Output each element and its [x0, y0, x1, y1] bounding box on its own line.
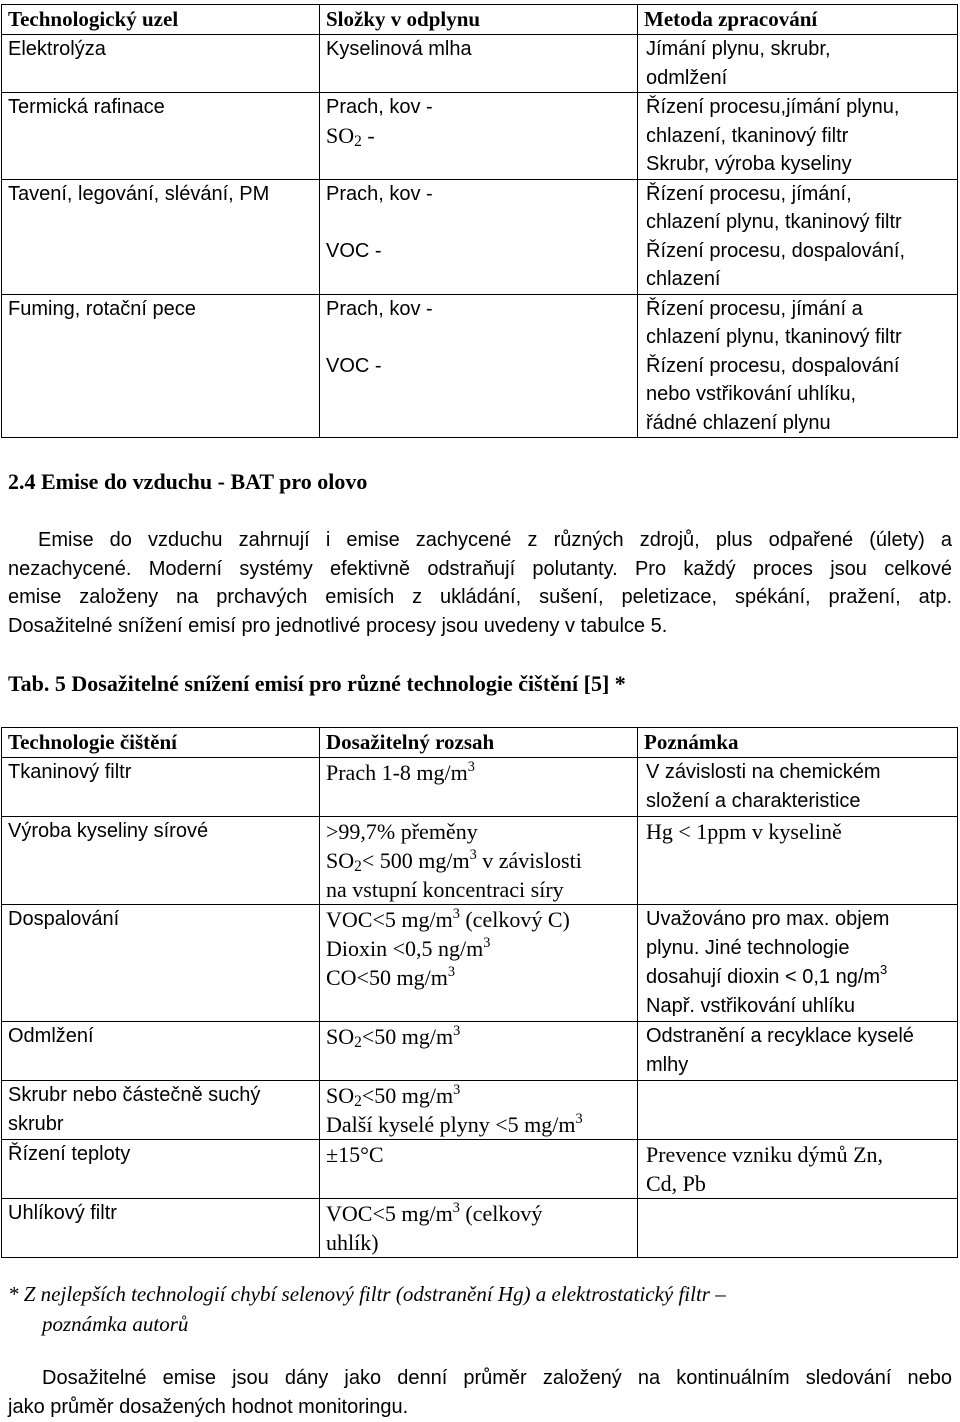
range-text: VOC<5 mg/m [326, 907, 453, 932]
table-header-row [2, 728, 958, 758]
so-text: SO [326, 1024, 355, 1049]
cell-note [638, 905, 958, 1022]
table-caption: Tab. 5 Dosažitelné snížení emisí pro různé technologie čištění [5] * [8, 671, 626, 696]
paragraph-line: Emise do vzduchu zahrnují i emise zachycené z různých zdrojů, plus odpařené (úlety) a [38, 529, 952, 551]
range-text: v závislosti [476, 848, 582, 873]
cell-components [320, 35, 638, 93]
range-text: <50 mg/m [361, 1024, 454, 1049]
footnote-line: * Z nejlepších technologií chybí selenový filtr (odstranění Hg) a elektrostatický filtr – [8, 1282, 726, 1306]
superscript: 3 [880, 962, 888, 977]
note-line: Odstranění a recyklace kyselé [646, 1025, 914, 1047]
superscript: 3 [453, 1082, 461, 1098]
note-line: Uvažováno pro max. objem [646, 908, 890, 930]
cell-components [320, 93, 638, 180]
table-row [2, 817, 958, 905]
closing-paragraph [8, 1364, 952, 1421]
range-line [326, 963, 631, 992]
cell-range [320, 905, 638, 1022]
table-row [2, 1022, 958, 1081]
column-header-range: Dosažitelný rozsah [320, 728, 638, 758]
cell-range [320, 817, 638, 905]
paragraph-line: Dosažitelné emise jsou dány jako denní průměr založený na kontinuálním sledování nebo [42, 1367, 952, 1389]
range-line [326, 1199, 631, 1228]
section-heading: 2.4 Emise do vzduchu - BAT pro olovo [8, 469, 368, 494]
cell-method [638, 179, 958, 294]
tech-line: Skrubr nebo částečně suchý [8, 1084, 261, 1106]
note-line: Prevence vzniku dýmů Zn, [646, 1142, 884, 1167]
table-row [2, 1199, 958, 1258]
range-text: (celkový C) [459, 907, 570, 932]
method-line: chlazení, tkaninový filtr [646, 124, 849, 147]
note-line: Např. vstřikování uhlíku [646, 995, 855, 1017]
method-line: Řízení procesu, jímání a [646, 297, 863, 320]
subscript: 2 [354, 858, 362, 875]
subscript: 2 [354, 1034, 362, 1051]
cell-method [638, 35, 958, 93]
paragraph-line: jako průměr dosažených hodnot monitoringu. [8, 1395, 409, 1418]
emission-reduction-table [1, 727, 958, 1258]
range-text: Další kyselé plyny <5 mg/m [326, 1112, 576, 1137]
cell-note [638, 1081, 958, 1140]
note-line: mlhy [646, 1054, 689, 1076]
cell-node: Fuming, rotační pece [2, 294, 320, 438]
column-header-method: Metoda zpracování [638, 5, 958, 35]
table-row [2, 93, 958, 180]
component-so2 [326, 122, 631, 151]
component-text: Kyselinová mlha [326, 38, 472, 60]
cell-technology [2, 1081, 320, 1140]
method-line: Řízení procesu, jímání, [646, 182, 852, 205]
range-line: na vstupní koncentraci síry [326, 877, 564, 902]
table-row [2, 179, 958, 294]
method-line: chlazení plynu, tkaninový filtr [646, 211, 902, 233]
subscript: 2 [354, 132, 362, 150]
component-text: Prach, kov - [326, 96, 433, 118]
cell-node: Tavení, legování, slévání, PM [2, 179, 320, 294]
dash-text: - [361, 122, 375, 148]
range-line [326, 934, 631, 963]
cell-note [638, 1022, 958, 1081]
range-line [326, 846, 631, 875]
method-line: chlazení plynu, tkaninový filtr [646, 326, 902, 348]
method-line: Řízení procesu,jímání plynu, [646, 96, 900, 118]
range-text: VOC<5 mg/m [326, 1201, 453, 1226]
table-footnote [8, 1279, 726, 1339]
method-line: Řízení procesu, dospalování [646, 354, 900, 377]
range-text: CO<50 mg/m [326, 965, 448, 990]
cell-technology: Dospalování [2, 905, 320, 1022]
cell-note: Hg < 1ppm v kyselině [638, 817, 958, 905]
section-paragraph [8, 526, 952, 641]
paragraph-line: Dosažitelné snížení emisí pro jednotlivé procesy jsou uvedeny v tabulce 5. [8, 615, 668, 638]
paragraph-line: emise založeny na prchavých emisích z ukládání, sušení, peletizace, spékání, pražení, atp. [8, 586, 952, 609]
range-text: < 500 mg/m [361, 848, 470, 873]
superscript: 3 [575, 1111, 583, 1127]
note-line: V závislosti na chemickém [646, 761, 881, 783]
method-line: chlazení [646, 268, 721, 290]
range-line: uhlík) [326, 1230, 379, 1255]
range-line [326, 905, 631, 934]
subscript: 2 [354, 1093, 362, 1110]
note-line [646, 963, 951, 992]
column-header-node: Technologický uzel [2, 5, 320, 35]
superscript: 3 [467, 759, 475, 775]
table-row [2, 1140, 958, 1199]
table-row [2, 758, 958, 817]
superscript: 3 [447, 964, 455, 980]
cell-range [320, 758, 638, 817]
cell-technology: Odmlžení [2, 1022, 320, 1081]
cell-range [320, 1022, 638, 1081]
cell-note [638, 758, 958, 817]
cell-components [320, 179, 638, 294]
cell-note [638, 1199, 958, 1258]
tech-line: skrubr [8, 1113, 64, 1135]
cell-technology: Uhlíkový filtr [2, 1199, 320, 1258]
cell-technology: Tkaninový filtr [2, 758, 320, 817]
method-line: odmlžení [646, 66, 728, 89]
superscript: 3 [452, 1200, 460, 1216]
superscript: 3 [453, 1023, 461, 1039]
method-line: Jímání plynu, skrubr, [646, 38, 831, 60]
component-text: VOC - [326, 239, 382, 262]
table-row [2, 905, 958, 1022]
note-line: plynu. Jiné technologie [646, 937, 850, 959]
footnote-line: poznámka autorů [42, 1312, 189, 1336]
table-row [2, 35, 958, 93]
paragraph-line: nezachycené. Moderní systémy efektivně odstraňují polutanty. Pro každý proces jsou celkové [8, 557, 952, 580]
superscript: 3 [452, 906, 460, 922]
range-text: <50 mg/m [361, 1083, 454, 1108]
method-line: Skrubr, výroba kyseliny [646, 153, 852, 175]
cell-technology: Výroba kyseliny sírové [2, 817, 320, 905]
method-line: nebo vstřikování uhlíku, [646, 383, 857, 405]
range-line: >99,7% přeměny [326, 819, 478, 844]
range-text: Dioxin <0,5 ng/m [326, 936, 484, 961]
superscript: 3 [469, 847, 477, 863]
note-line: složení a charakteristice [646, 790, 861, 812]
note-text: dosahují dioxin < 0,1 ng/m [646, 966, 881, 988]
column-header-components: Složky v odplynu [320, 5, 638, 35]
cell-technology: Řízení teploty [2, 1140, 320, 1199]
range-line [326, 1110, 631, 1139]
range-text: Prach 1-8 mg/m [326, 760, 468, 785]
so-text: SO [326, 1083, 355, 1108]
table-header-row [2, 5, 958, 35]
component-text: VOC - [326, 354, 382, 377]
range-text: (celkový [459, 1201, 543, 1226]
superscript: 3 [483, 935, 491, 951]
component-text: Prach, kov - [326, 297, 433, 320]
note-line: Cd, Pb [646, 1171, 706, 1196]
cell-node: Termická rafinace [2, 93, 320, 180]
so-text: SO [326, 122, 355, 148]
cell-method [638, 93, 958, 180]
method-line: řádné chlazení plynu [646, 411, 831, 434]
cell-node: Elektrolýza [2, 35, 320, 93]
process-table [1, 4, 958, 438]
cell-range [320, 1081, 638, 1140]
range-line [326, 1081, 631, 1110]
cell-method [638, 294, 958, 438]
cell-components [320, 294, 638, 438]
table-row [2, 294, 958, 438]
column-header-note: Poznámka [638, 728, 958, 758]
cell-range: ±15°C [320, 1140, 638, 1199]
so-text: SO [326, 848, 355, 873]
table-row [2, 1081, 958, 1140]
component-text: Prach, kov - [326, 182, 433, 205]
cell-note [638, 1140, 958, 1199]
cell-range [320, 1199, 638, 1258]
column-header-technology: Technologie čištění [2, 728, 320, 758]
method-line: Řízení procesu, dospalování, [646, 239, 906, 262]
